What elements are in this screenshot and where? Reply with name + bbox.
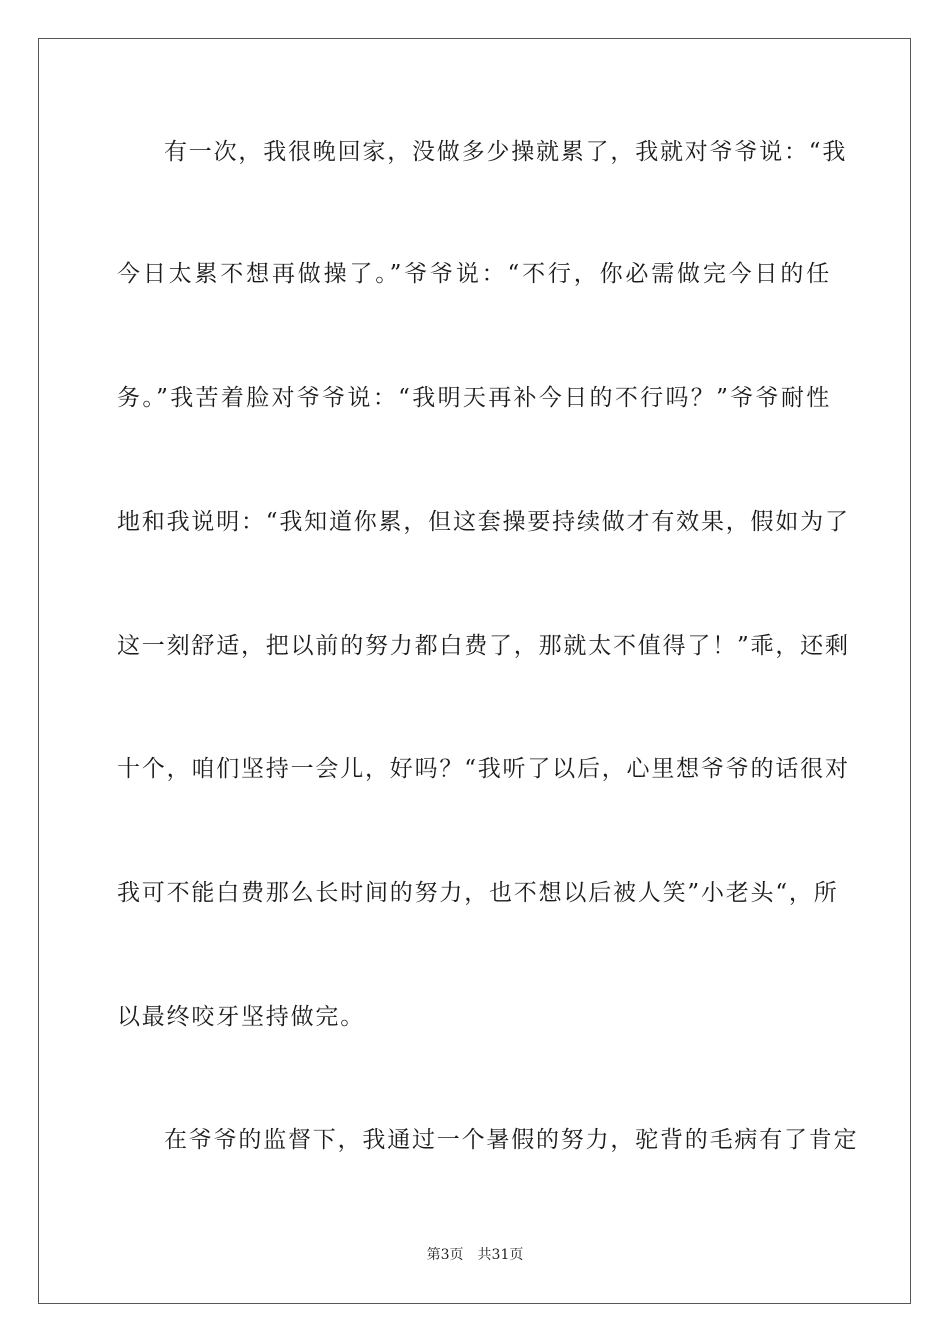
paragraph-line: 我可不能白费那么长时间的努力，也不想以后被人笑”小老头“，所 — [117, 880, 839, 906]
paragraph-line: 地和我说明：“我知道你累，但这套操要持续做才有效果，假如为了 — [117, 509, 850, 535]
page-border — [38, 38, 911, 1304]
paragraph-line: 今日太累不想再做操了。”爷爷说：“不行，你必需做完今日的任 — [117, 261, 831, 287]
page-total: 共31页 — [477, 1247, 524, 1263]
paragraph-line: 这一刻舒适，把以前的努力都白费了，那就太不值得了！”乖，还剩 — [117, 633, 850, 659]
paragraph-line: 有一次，我很晚回家，没做多少操就累了，我就对爷爷说：“我 — [164, 139, 848, 165]
page-number: 第3页 — [426, 1247, 464, 1263]
paragraph-line: 在爷爷的监督下，我通过一个暑假的努力，驼背的毛病有了肯定 — [164, 1127, 859, 1153]
paragraph-line: 十个，咱们坚持一会儿，好吗？“我听了以后，心里想爷爷的话很对 — [117, 756, 850, 782]
paragraph-line: 务。”我苦着脸对爷爷说：“我明天再补今日的不行吗？”爷爷耐性 — [117, 385, 831, 411]
page-footer — [0, 1246, 950, 1264]
paragraph-line: 以最终咬牙坚持做完。 — [117, 1004, 365, 1030]
